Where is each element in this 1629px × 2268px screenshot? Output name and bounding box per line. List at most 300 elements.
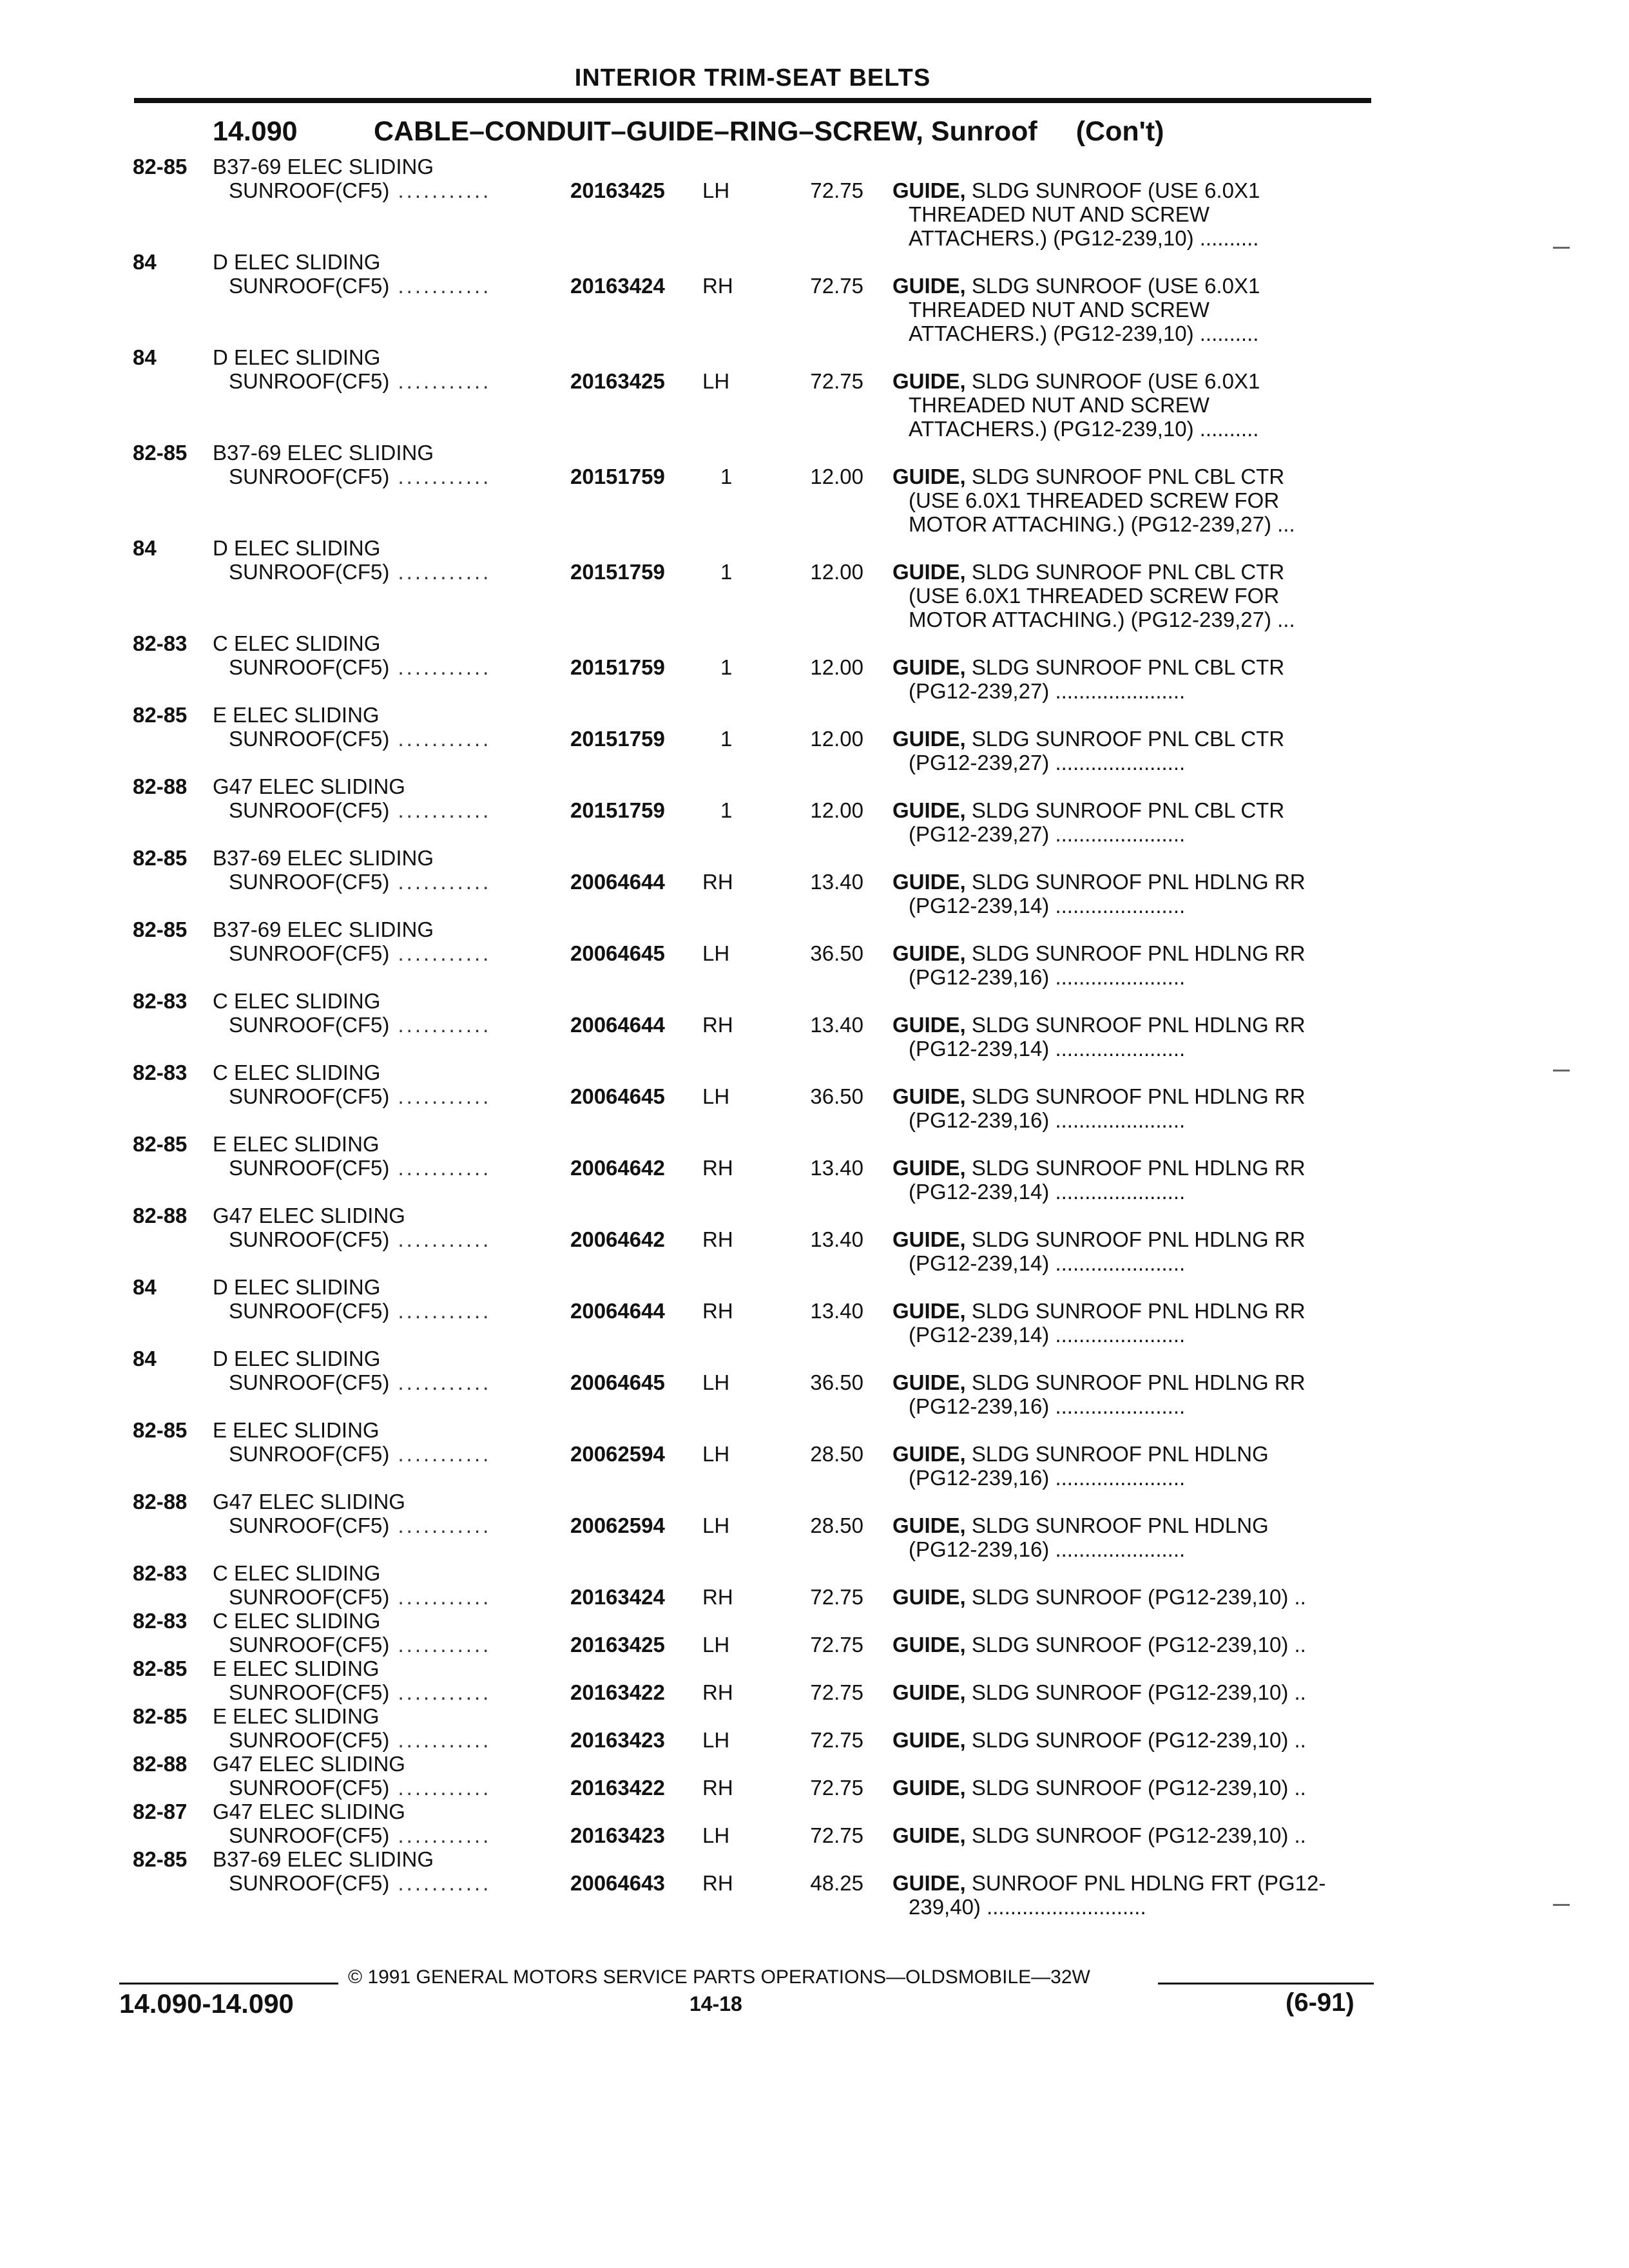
model-description: E ELEC SLIDING xyxy=(213,1132,380,1156)
option-code-text: SUNROOF(CF5) xyxy=(229,1680,390,1704)
model-years: 84 xyxy=(133,1275,157,1299)
option-code-text: SUNROOF(CF5) xyxy=(229,1871,390,1895)
quantity-side: RH xyxy=(702,274,733,298)
part-number: 20151759 xyxy=(570,560,665,584)
part-number: 20163424 xyxy=(570,274,665,298)
dot-leader: ........... xyxy=(389,369,492,393)
quantity-side: RH xyxy=(702,1299,733,1323)
quantity-side: LH xyxy=(702,1728,730,1752)
quantity-side: 1 xyxy=(720,655,733,679)
part-number: 20064644 xyxy=(570,1013,665,1037)
price: 72.75 xyxy=(810,178,863,202)
model-years: 82-83 xyxy=(133,631,188,655)
model-description: B37-69 ELEC SLIDING xyxy=(213,1847,434,1871)
part-name-bold: GUIDE, xyxy=(892,1633,966,1657)
part-name-bold: GUIDE, xyxy=(892,1680,966,1704)
quantity-side: 1 xyxy=(720,798,733,822)
parts-entry xyxy=(0,1347,1629,1418)
option-code xyxy=(229,1728,557,1752)
option-code-text: SUNROOF(CF5) xyxy=(229,274,390,298)
quantity-side: LH xyxy=(702,1370,730,1394)
part-name-line: (PG12-239,14) ...................... xyxy=(909,1180,1186,1204)
dot-leader: ........... xyxy=(389,1227,492,1251)
part-name-bold: GUIDE, xyxy=(892,560,966,584)
dot-leader: ........... xyxy=(389,1728,492,1752)
option-code xyxy=(229,1299,557,1323)
part-name-line: (PG12-239,16) ...................... xyxy=(909,1537,1186,1561)
part-name-bold: GUIDE, xyxy=(892,1871,966,1895)
part-name-line: (PG12-239,14) ...................... xyxy=(909,1323,1186,1347)
model-description: C ELEC SLIDING xyxy=(213,1061,381,1084)
parts-entry xyxy=(0,1204,1629,1275)
part-name-bold: GUIDE, xyxy=(892,941,966,965)
part-number: 20064645 xyxy=(570,941,665,965)
option-code xyxy=(229,1084,557,1108)
part-name xyxy=(892,1776,1363,1800)
model-years: 82-85 xyxy=(133,1704,188,1728)
parts-entry xyxy=(0,441,1629,536)
model-years: 82-85 xyxy=(133,441,188,465)
part-name-line: SLDG SUNROOF (PG12-239,10) .. xyxy=(971,1633,1306,1657)
part-name-line: SLDG SUNROOF PNL CBL CTR xyxy=(971,560,1285,584)
parts-entry xyxy=(0,1132,1629,1204)
part-name-line: MOTOR ATTACHING.) (PG12-239,27) ... xyxy=(909,512,1295,536)
part-name xyxy=(892,1156,1363,1204)
option-code xyxy=(229,1633,557,1657)
parts-entry xyxy=(0,1704,1629,1752)
part-name-line: SLDG SUNROOF PNL CBL CTR xyxy=(971,727,1285,751)
margin-mark xyxy=(1553,1904,1570,1906)
footer-rule-left xyxy=(119,1983,338,1984)
parts-entry xyxy=(0,1275,1629,1347)
price: 72.75 xyxy=(810,1680,863,1704)
parts-entry xyxy=(0,1657,1629,1704)
option-code xyxy=(229,1013,557,1037)
part-name xyxy=(892,1442,1363,1490)
option-code xyxy=(229,1370,557,1394)
part-name-bold: GUIDE, xyxy=(892,1585,966,1609)
part-name-line: SLDG SUNROOF PNL HDLNG RR xyxy=(971,1370,1306,1394)
model-description: E ELEC SLIDING xyxy=(213,1418,380,1442)
option-code xyxy=(229,1156,557,1180)
model-description: C ELEC SLIDING xyxy=(213,631,381,655)
option-code xyxy=(229,727,557,751)
model-description: G47 ELEC SLIDING xyxy=(213,774,405,798)
quantity-side: RH xyxy=(702,1013,733,1037)
part-name-line: SLDG SUNROOF PNL HDLNG xyxy=(971,1442,1269,1466)
part-name-line: (PG12-239,16) ...................... xyxy=(909,1466,1186,1490)
part-name-line: SLDG SUNROOF PNL CBL CTR xyxy=(971,655,1285,679)
quantity-side: LH xyxy=(702,941,730,965)
option-code-text: SUNROOF(CF5) xyxy=(229,1084,390,1108)
model-years: 84 xyxy=(133,536,157,560)
dot-leader: ........... xyxy=(389,274,492,298)
model-description: E ELEC SLIDING xyxy=(213,1657,380,1680)
price: 13.40 xyxy=(810,1227,863,1251)
model-years: 82-85 xyxy=(133,1418,188,1442)
part-name-line: SLDG SUNROOF PNL HDLNG RR xyxy=(971,1299,1306,1323)
price: 12.00 xyxy=(810,798,863,822)
part-name-line: (PG12-239,14) ...................... xyxy=(909,1251,1186,1275)
model-description: D ELEC SLIDING xyxy=(213,1275,381,1299)
price: 36.50 xyxy=(810,1370,863,1394)
part-name xyxy=(892,274,1363,345)
part-name-bold: GUIDE, xyxy=(892,274,966,298)
margin-mark xyxy=(1553,247,1570,249)
quantity-side: LH xyxy=(702,1823,730,1847)
dot-leader: ........... xyxy=(389,1299,492,1323)
part-name-line: (PG12-239,16) ...................... xyxy=(909,1394,1186,1418)
option-code xyxy=(229,798,557,822)
part-name-bold: GUIDE, xyxy=(892,870,966,894)
dot-leader: ........... xyxy=(389,1156,492,1180)
part-name-line: (PG12-239,14) ...................... xyxy=(909,894,1186,918)
option-code-text: SUNROOF(CF5) xyxy=(229,1227,390,1251)
part-name xyxy=(892,1514,1363,1561)
dot-leader: ........... xyxy=(389,655,492,679)
quantity-side: LH xyxy=(702,1633,730,1657)
part-name-line: THREADED NUT AND SCREW xyxy=(909,202,1210,226)
model-years: 82-85 xyxy=(133,918,188,941)
model-years: 82-83 xyxy=(133,989,188,1013)
model-years: 84 xyxy=(133,345,157,369)
model-description: G47 ELEC SLIDING xyxy=(213,1800,405,1823)
model-description: G47 ELEC SLIDING xyxy=(213,1204,405,1227)
option-code xyxy=(229,465,557,488)
model-description: E ELEC SLIDING xyxy=(213,703,380,727)
model-description: G47 ELEC SLIDING xyxy=(213,1490,405,1514)
part-number: 20163425 xyxy=(570,1633,665,1657)
part-name xyxy=(892,655,1363,703)
quantity-side: LH xyxy=(702,178,730,202)
part-name xyxy=(892,465,1363,536)
part-name-bold: GUIDE, xyxy=(892,1299,966,1323)
part-name-line: ATTACHERS.) (PG12-239,10) .......... xyxy=(909,417,1259,441)
part-name-line: SLDG SUNROOF PNL HDLNG RR xyxy=(971,870,1306,894)
model-description: D ELEC SLIDING xyxy=(213,536,381,560)
part-name-line: SLDG SUNROOF PNL HDLNG RR xyxy=(971,1156,1306,1180)
part-name xyxy=(892,1227,1363,1275)
part-name-line: SUNROOF PNL HDLNG FRT (PG12- xyxy=(971,1871,1326,1895)
model-description: D ELEC SLIDING xyxy=(213,345,381,369)
part-number: 20064645 xyxy=(570,1084,665,1108)
dot-leader: ........... xyxy=(389,870,492,894)
part-number: 20151759 xyxy=(570,798,665,822)
part-name-bold: GUIDE, xyxy=(892,178,966,202)
part-number: 20064642 xyxy=(570,1227,665,1251)
option-code xyxy=(229,369,557,393)
price: 13.40 xyxy=(810,1013,863,1037)
price: 28.50 xyxy=(810,1442,863,1466)
part-name xyxy=(892,369,1363,441)
part-name-line: SLDG SUNROOF PNL CBL CTR xyxy=(971,798,1285,822)
quantity-side: RH xyxy=(702,1156,733,1180)
part-name-bold: GUIDE, xyxy=(892,798,966,822)
quantity-side: RH xyxy=(702,1776,733,1800)
part-name-line: THREADED NUT AND SCREW xyxy=(909,393,1210,417)
price: 72.75 xyxy=(810,1633,863,1657)
model-description: G47 ELEC SLIDING xyxy=(213,1752,405,1776)
option-code-text: SUNROOF(CF5) xyxy=(229,465,390,488)
parts-entry xyxy=(0,989,1629,1061)
model-years: 82-87 xyxy=(133,1800,188,1823)
part-name-bold: GUIDE, xyxy=(892,655,966,679)
part-name-bold: GUIDE, xyxy=(892,1823,966,1847)
part-name-line: 239,40) ........................... xyxy=(909,1895,1146,1919)
option-code-text: SUNROOF(CF5) xyxy=(229,178,390,202)
option-code-text: SUNROOF(CF5) xyxy=(229,1299,390,1323)
parts-entry xyxy=(0,846,1629,918)
parts-entry xyxy=(0,1752,1629,1800)
model-description: D ELEC SLIDING xyxy=(213,250,381,274)
price: 12.00 xyxy=(810,560,863,584)
option-code xyxy=(229,1585,557,1609)
model-years: 82-88 xyxy=(133,1490,188,1514)
option-code xyxy=(229,870,557,894)
model-years: 82-85 xyxy=(133,1132,188,1156)
part-name-line: SLDG SUNROOF PNL CBL CTR xyxy=(971,465,1285,488)
part-name-line: SLDG SUNROOF (USE 6.0X1 xyxy=(971,274,1260,298)
option-code-text: SUNROOF(CF5) xyxy=(229,941,390,965)
model-description: E ELEC SLIDING xyxy=(213,1704,380,1728)
section-continued: (Con't) xyxy=(1075,116,1164,147)
option-code-text: SUNROOF(CF5) xyxy=(229,1823,390,1847)
price: 12.00 xyxy=(810,465,863,488)
part-name-line: SLDG SUNROOF (PG12-239,10) .. xyxy=(971,1585,1306,1609)
dot-leader: ........... xyxy=(389,1680,492,1704)
parts-entry xyxy=(0,345,1629,441)
model-years: 82-85 xyxy=(133,1657,188,1680)
part-name-line: SLDG SUNROOF (PG12-239,10) .. xyxy=(971,1680,1306,1704)
dot-leader: ........... xyxy=(389,465,492,488)
part-name-line: SLDG SUNROOF PNL HDLNG RR xyxy=(971,941,1306,965)
price: 72.75 xyxy=(810,1728,863,1752)
page-number: 14-18 xyxy=(689,1992,742,2015)
part-name xyxy=(892,1633,1363,1657)
parts-entry xyxy=(0,703,1629,774)
part-number: 20163425 xyxy=(570,178,665,202)
parts-entry xyxy=(0,631,1629,703)
model-description: D ELEC SLIDING xyxy=(213,1347,381,1370)
part-name-bold: GUIDE, xyxy=(892,1370,966,1394)
parts-entry xyxy=(0,1061,1629,1132)
part-name-line: SLDG SUNROOF (PG12-239,10) .. xyxy=(971,1776,1306,1800)
part-name-line: (PG12-239,16) ...................... xyxy=(909,965,1186,989)
option-code xyxy=(229,1823,557,1847)
part-number: 20064642 xyxy=(570,1156,665,1180)
parts-entry xyxy=(0,250,1629,345)
quantity-side: RH xyxy=(702,870,733,894)
option-code xyxy=(229,274,557,298)
price: 48.25 xyxy=(810,1871,863,1895)
part-name-line: ATTACHERS.) (PG12-239,10) .......... xyxy=(909,226,1259,250)
price: 36.50 xyxy=(810,941,863,965)
model-years: 82-85 xyxy=(133,1847,188,1871)
part-name-line: SLDG SUNROOF (USE 6.0X1 xyxy=(971,369,1260,393)
dot-leader: ........... xyxy=(389,727,492,751)
part-name-bold: GUIDE, xyxy=(892,1514,966,1537)
option-code-text: SUNROOF(CF5) xyxy=(229,655,390,679)
part-name xyxy=(892,1585,1363,1609)
option-code xyxy=(229,1776,557,1800)
part-name-line: (PG12-239,27) ...................... xyxy=(909,751,1186,774)
parts-entry xyxy=(0,774,1629,846)
dot-leader: ........... xyxy=(389,1633,492,1657)
model-years: 84 xyxy=(133,250,157,274)
part-name-bold: GUIDE, xyxy=(892,1776,966,1800)
part-name-bold: GUIDE, xyxy=(892,465,966,488)
part-name xyxy=(892,1299,1363,1347)
parts-entry xyxy=(0,155,1629,250)
price: 28.50 xyxy=(810,1514,863,1537)
parts-entry xyxy=(0,1800,1629,1847)
model-years: 82-85 xyxy=(133,846,188,870)
part-name xyxy=(892,1871,1363,1919)
model-years: 82-85 xyxy=(133,703,188,727)
dot-leader: ........... xyxy=(389,1776,492,1800)
part-name xyxy=(892,1823,1363,1847)
model-years: 82-85 xyxy=(133,155,188,178)
part-number: 20151759 xyxy=(570,655,665,679)
parts-list xyxy=(0,155,1629,1919)
dot-leader: ........... xyxy=(389,1370,492,1394)
parts-entry xyxy=(0,1847,1629,1919)
option-code-text: SUNROOF(CF5) xyxy=(229,1776,390,1800)
quantity-side: 1 xyxy=(720,465,733,488)
part-name xyxy=(892,1680,1363,1704)
quantity-side: 1 xyxy=(720,727,733,751)
option-code-text: SUNROOF(CF5) xyxy=(229,1013,390,1037)
option-code-text: SUNROOF(CF5) xyxy=(229,369,390,393)
part-name-line: SLDG SUNROOF (PG12-239,10) .. xyxy=(971,1728,1306,1752)
part-name-line: (PG12-239,27) ...................... xyxy=(909,822,1186,846)
quantity-side: RH xyxy=(702,1585,733,1609)
model-description: B37-69 ELEC SLIDING xyxy=(213,441,434,465)
part-name-line: SLDG SUNROOF PNL HDLNG RR xyxy=(971,1227,1306,1251)
parts-entry xyxy=(0,1490,1629,1561)
quantity-side: RH xyxy=(702,1227,733,1251)
footer-rule-right xyxy=(1158,1983,1374,1984)
price: 12.00 xyxy=(810,655,863,679)
part-name-bold: GUIDE, xyxy=(892,1013,966,1037)
model-description: C ELEC SLIDING xyxy=(213,989,381,1013)
part-name-bold: GUIDE, xyxy=(892,1084,966,1108)
model-years: 84 xyxy=(133,1347,157,1370)
model-years: 82-88 xyxy=(133,1204,188,1227)
footer-section-range: 14.090-14.090 xyxy=(119,1988,294,2019)
option-code-text: SUNROOF(CF5) xyxy=(229,798,390,822)
part-number: 20064644 xyxy=(570,870,665,894)
section-number: 14.090 xyxy=(213,116,298,147)
price: 72.75 xyxy=(810,369,863,393)
option-code xyxy=(229,941,557,965)
part-name-bold: GUIDE, xyxy=(892,369,966,393)
quantity-side: RH xyxy=(702,1680,733,1704)
part-name-line: (PG12-239,14) ...................... xyxy=(909,1037,1186,1061)
price: 13.40 xyxy=(810,1299,863,1323)
price: 13.40 xyxy=(810,870,863,894)
header-rule xyxy=(134,98,1371,103)
dot-leader: ........... xyxy=(389,1442,492,1466)
part-name-line: MOTOR ATTACHING.) (PG12-239,27) ... xyxy=(909,608,1295,631)
part-name-line: SLDG SUNROOF (PG12-239,10) .. xyxy=(971,1823,1306,1847)
dot-leader: ........... xyxy=(389,941,492,965)
part-name-line: THREADED NUT AND SCREW xyxy=(909,298,1210,322)
part-name-bold: GUIDE, xyxy=(892,1728,966,1752)
option-code xyxy=(229,178,557,202)
part-name xyxy=(892,870,1363,918)
option-code-text: SUNROOF(CF5) xyxy=(229,1514,390,1537)
quantity-side: LH xyxy=(702,1514,730,1537)
quantity-side: LH xyxy=(702,1442,730,1466)
model-description: B37-69 ELEC SLIDING xyxy=(213,155,434,178)
part-number: 20064644 xyxy=(570,1299,665,1323)
model-years: 82-83 xyxy=(133,1561,188,1585)
option-code xyxy=(229,655,557,679)
option-code-text: SUNROOF(CF5) xyxy=(229,870,390,894)
option-code xyxy=(229,1871,557,1895)
part-name-bold: GUIDE, xyxy=(892,1227,966,1251)
part-name-bold: GUIDE, xyxy=(892,1442,966,1466)
option-code xyxy=(229,1514,557,1537)
copyright: © 1991 GENERAL MOTORS SERVICE PARTS OPERATIONS—OLDSMOBILE—32W xyxy=(348,1966,1090,1988)
part-name xyxy=(892,560,1363,631)
section-title xyxy=(213,116,1164,148)
price: 72.75 xyxy=(810,1776,863,1800)
part-number: 20151759 xyxy=(570,727,665,751)
part-number: 20064643 xyxy=(570,1871,665,1895)
option-code xyxy=(229,1442,557,1466)
dot-leader: ........... xyxy=(389,1585,492,1609)
model-years: 82-83 xyxy=(133,1061,188,1084)
part-name-line: SLDG SUNROOF PNL HDLNG xyxy=(971,1514,1269,1537)
price: 36.50 xyxy=(810,1084,863,1108)
dot-leader: ........... xyxy=(389,178,492,202)
dot-leader: ........... xyxy=(389,560,492,584)
part-name-line: ATTACHERS.) (PG12-239,10) .......... xyxy=(909,322,1259,345)
model-description: B37-69 ELEC SLIDING xyxy=(213,846,434,870)
part-number: 20062594 xyxy=(570,1442,665,1466)
part-number: 20163423 xyxy=(570,1728,665,1752)
option-code-text: SUNROOF(CF5) xyxy=(229,1370,390,1394)
option-code-text: SUNROOF(CF5) xyxy=(229,1633,390,1657)
model-years: 82-88 xyxy=(133,1752,188,1776)
dot-leader: ........... xyxy=(389,1823,492,1847)
part-name xyxy=(892,1728,1363,1752)
page-header: INTERIOR TRIM-SEAT BELTS xyxy=(574,64,931,91)
parts-entry xyxy=(0,1418,1629,1490)
model-description: B37-69 ELEC SLIDING xyxy=(213,918,434,941)
part-name xyxy=(892,178,1363,250)
part-number: 20163422 xyxy=(570,1680,665,1704)
quantity-side: LH xyxy=(702,1084,730,1108)
part-name xyxy=(892,941,1363,989)
part-number: 20151759 xyxy=(570,465,665,488)
dot-leader: ........... xyxy=(389,1871,492,1895)
part-name-line: (PG12-239,27) ...................... xyxy=(909,679,1186,703)
parts-entry xyxy=(0,536,1629,631)
price: 12.00 xyxy=(810,727,863,751)
part-name xyxy=(892,1370,1363,1418)
quantity-side: RH xyxy=(702,1871,733,1895)
option-code-text: SUNROOF(CF5) xyxy=(229,1728,390,1752)
part-number: 20163423 xyxy=(570,1823,665,1847)
part-name xyxy=(892,1013,1363,1061)
option-code xyxy=(229,560,557,584)
part-name-line: SLDG SUNROOF PNL HDLNG RR xyxy=(971,1084,1306,1108)
part-number: 20163424 xyxy=(570,1585,665,1609)
price: 72.75 xyxy=(810,274,863,298)
